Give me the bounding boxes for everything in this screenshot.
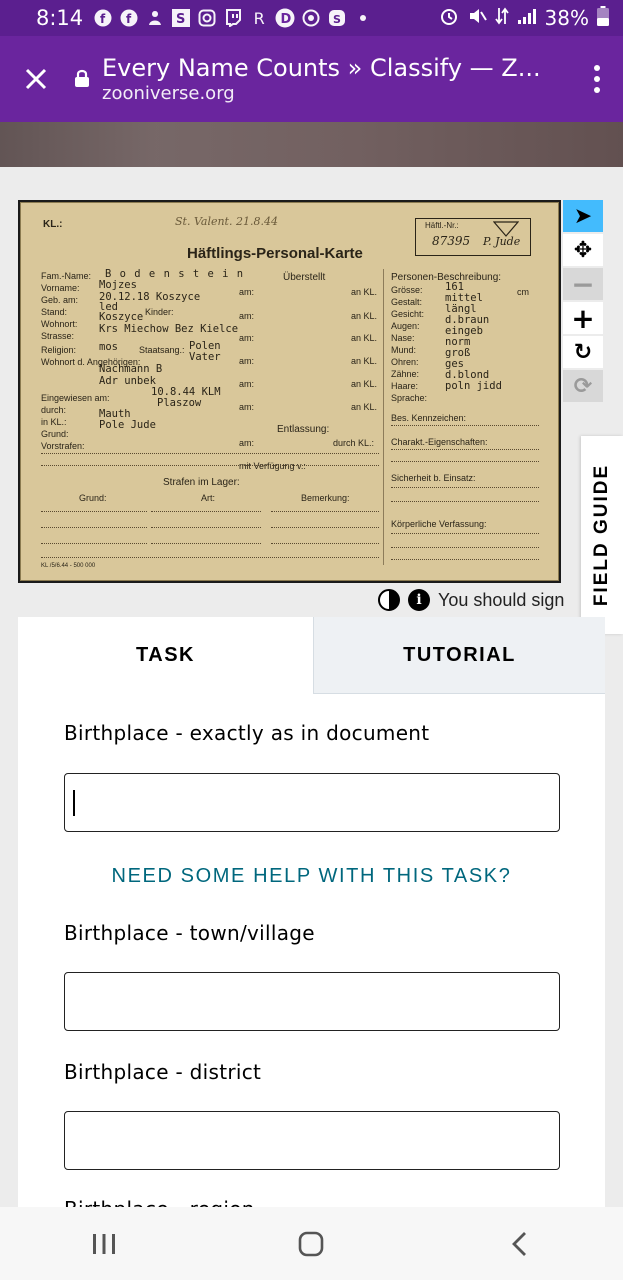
card-field-label: Wohnort d. Angehörigen:: [41, 357, 141, 367]
dot-icon: [353, 8, 373, 28]
status-time: 8:14: [36, 6, 84, 30]
card-entlassung: Entlassung:: [277, 424, 330, 435]
task-panel: [18, 617, 605, 1217]
card-strafen-col: Art:: [201, 493, 216, 503]
close-icon: [24, 67, 48, 91]
tab-tutorial[interactable]: TUTORIAL: [313, 617, 605, 694]
card-desc-value: mittel: [445, 292, 483, 304]
tab-task[interactable]: TASK: [18, 617, 313, 694]
text-caret: [73, 790, 75, 816]
card-field-value: Vater: [189, 351, 221, 363]
card-ankl-label: an KL.: [351, 379, 378, 389]
card-field-label: Grund:: [41, 429, 69, 439]
pointer-icon: ➤: [573, 203, 593, 229]
card-field-value: led: [99, 301, 118, 313]
card-field-label: Vorstrafen:: [41, 441, 85, 451]
card-kl-label: KL.:: [43, 219, 63, 230]
card-rule: [41, 465, 379, 466]
card-desc-label: Ohren:: [391, 357, 419, 367]
card-am-label: am:: [239, 356, 255, 366]
card-field-value: Plaszow: [157, 397, 202, 409]
reset-button[interactable]: [563, 370, 603, 404]
status-bar: [0, 0, 623, 36]
card-am-label: am:: [239, 402, 255, 412]
card-rule: [41, 543, 147, 544]
birthplace-town-input[interactable]: [64, 972, 560, 1031]
card-field-value: mos: [99, 341, 118, 353]
move-icon: ✥: [573, 237, 593, 263]
card-desc-value: d.braun: [445, 314, 490, 326]
card-rule: [391, 425, 539, 426]
battery-icon: [597, 6, 609, 31]
card-koerperliche: Körperliche Verfassung:: [391, 519, 487, 529]
card-ueberstellt: Überstellt: [283, 272, 326, 283]
card-am-label: am:: [239, 311, 255, 321]
svg-text:S: S: [176, 12, 186, 27]
svg-text:D: D: [280, 12, 292, 27]
home-icon: [297, 1230, 325, 1258]
card-rule: [271, 543, 379, 544]
mute-icon: [467, 6, 487, 31]
card-field-label: Staatsang.:: [139, 345, 185, 355]
card-rule: [391, 559, 539, 560]
recent-apps-icon: [91, 1232, 117, 1256]
signal-icon: [517, 7, 537, 30]
card-rule: [391, 533, 539, 534]
card-rule: [41, 453, 379, 454]
notification-icons: [93, 8, 373, 28]
help-link[interactable]: NEED SOME HELP WITH THIS TASK?: [111, 865, 512, 887]
app-icon: [145, 8, 165, 28]
card-desc-label: Grösse:: [391, 285, 423, 295]
card-category: P. Jude: [483, 235, 521, 248]
card-rule: [391, 461, 539, 462]
image-toolbar: [563, 200, 603, 404]
card-desc-unit: cm: [517, 287, 529, 297]
card-ankl-label: an KL.: [351, 311, 378, 321]
home-button[interactable]: [281, 1214, 341, 1274]
browser-app-bar: [0, 36, 623, 122]
close-tab-button[interactable]: [0, 36, 72, 122]
plus-icon: +: [571, 301, 595, 335]
card-desc-value: d.blond: [445, 369, 490, 381]
page-url: zooniverse.org: [102, 83, 235, 104]
alarm-icon: [439, 6, 459, 31]
card-desc-label: Nase:: [391, 333, 415, 343]
birthplace-district-input[interactable]: [64, 1111, 560, 1170]
card-field-label: Vorname:: [41, 283, 80, 293]
card-handwritten-note: St. Valent. 21.8.44: [175, 215, 278, 228]
card-rule: [391, 501, 539, 502]
app-icon: [327, 8, 347, 28]
task-tabs: [18, 617, 605, 694]
card-rule: [391, 487, 539, 488]
card-field-value: Krs Miechow Bez Kielce: [99, 323, 239, 335]
system-icons: [439, 6, 609, 31]
card-ankl-label: an KL.: [351, 287, 378, 297]
r-icon: R: [253, 8, 265, 28]
card-am-label: am:: [239, 287, 255, 297]
project-header-banner: [0, 122, 623, 167]
twitch-icon: [223, 8, 243, 28]
card-field-value: Mauth: [99, 408, 131, 420]
card-desc-value: längl: [445, 303, 477, 315]
lock-icon: [72, 68, 92, 88]
minus-icon: −: [571, 267, 595, 301]
card-field-value: Mojzes: [99, 279, 137, 291]
svg-text:f: f: [126, 12, 132, 26]
card-strafen-col: Grund:: [79, 493, 107, 503]
card-desc-label: Sprache:: [391, 393, 428, 403]
card-rule: [271, 511, 379, 512]
card-am-label: am:: [239, 379, 255, 389]
card-footer: KL /5/6.44 - 500 000: [41, 563, 96, 569]
app-icon: [171, 8, 191, 28]
instagram-icon: [197, 8, 217, 28]
card-desc-value: groß: [445, 347, 471, 359]
question-birthplace-exact: Birthplace - exactly as in document: [64, 721, 430, 745]
card-desc-label: Zähne:: [391, 369, 420, 379]
card-desc-value: 161: [445, 281, 464, 293]
card-strafen: Strafen im Lager:: [163, 477, 240, 488]
sign-in-notice: You should sign: [438, 589, 565, 610]
card-field-label: Strasse:: [41, 331, 75, 341]
card-strafen-col: Bemerkung:: [301, 493, 350, 503]
zoom-out-button[interactable]: [563, 268, 603, 302]
card-desc-value: eingeb: [445, 325, 483, 337]
card-number: 87395: [432, 234, 471, 248]
data-icon: [495, 6, 509, 31]
card-desc-value: ges: [445, 358, 464, 370]
card-rule: [151, 527, 261, 528]
card-field-label: Wohnort:: [41, 319, 78, 329]
question-birthplace-town: Birthplace - town/village: [64, 921, 315, 945]
facebook-icon: [119, 8, 139, 28]
app-icon: [275, 8, 295, 28]
card-durchkl-label: durch KL.:: [333, 438, 375, 448]
rotate-icon: ↻: [573, 339, 593, 365]
card-am-label: am:: [239, 438, 255, 448]
card-charakt: Charakt.-Eigenschaften:: [391, 437, 488, 447]
card-field-value: Polen: [189, 340, 221, 352]
card-field-value: 10.8.44 KLM: [151, 386, 221, 398]
card-desc-value: norm: [445, 336, 471, 348]
card-mit-verfuegung: mit Verfügung v.:: [239, 461, 306, 471]
info-icon[interactable]: i: [408, 589, 430, 611]
reset-icon: ⟳: [573, 373, 593, 399]
card-ankl-label: an KL.: [351, 356, 378, 366]
card-field-value: Koszyce: [99, 311, 144, 323]
card-field-label: Geb. am:: [41, 295, 79, 305]
card-rule: [41, 527, 147, 528]
invert-contrast-icon[interactable]: [378, 589, 400, 611]
card-desc-label: Augen:: [391, 321, 420, 331]
page-title: Every Name Counts » Classify — Z...: [102, 54, 541, 82]
card-rule: [151, 511, 261, 512]
card-desc-label: Gestalt:: [391, 297, 423, 307]
more-vert-icon: [594, 65, 600, 71]
card-rule: [41, 511, 147, 512]
card-field-value: Adr unbek: [99, 375, 156, 387]
overflow-menu-button[interactable]: [571, 65, 623, 93]
app-icon: [301, 8, 321, 28]
card-field-label: Stand:: [41, 307, 68, 317]
card-field-label: Religion:: [41, 345, 77, 355]
system-navigation-bar: [0, 1207, 623, 1280]
card-field-value: Nachmann B: [99, 363, 163, 375]
field-guide-label: FIELD GUIDE: [591, 463, 612, 607]
rotate-button[interactable]: [563, 336, 603, 370]
card-haeftl-label: Häftl.-Nr.:: [425, 221, 459, 230]
battery-level: 38%: [544, 6, 589, 30]
card-rule: [41, 557, 379, 558]
triangle-badge-icon: [493, 221, 519, 237]
card-desc-label: Gesicht:: [391, 309, 425, 319]
card-desc-value: poln jidd: [445, 380, 502, 392]
svg-text:f: f: [100, 12, 106, 26]
page-info[interactable]: [102, 53, 571, 105]
card-field-value: B o d e n s t e i n: [105, 268, 245, 280]
zoom-in-button[interactable]: [563, 302, 603, 336]
back-icon: [509, 1230, 529, 1258]
card-personen-beschreibung: Personen-Beschreibung:: [391, 272, 502, 283]
facebook-icon: [93, 8, 113, 28]
card-field-label: Eingewiesen am:: [41, 393, 110, 403]
card-desc-label: Mund:: [391, 345, 417, 355]
card-ankl-label: an KL.: [351, 402, 378, 412]
card-divider: [383, 269, 384, 565]
field-guide-button[interactable]: [581, 436, 623, 634]
card-field-label: Kinder:: [145, 307, 174, 317]
card-field-value: 20.12.18 Koszyce: [99, 291, 201, 303]
recent-apps-button[interactable]: [74, 1214, 134, 1274]
card-desc-label: Haare:: [391, 381, 419, 391]
card-field-label: durch:: [41, 405, 67, 415]
card-bes-kennzeichen: Bes. Kennzeichen:: [391, 413, 467, 423]
question-birthplace-district: Birthplace - district: [64, 1060, 262, 1084]
birthplace-exact-input[interactable]: [64, 773, 560, 832]
card-rule: [391, 547, 539, 548]
svg-text:S: S: [333, 13, 342, 26]
back-button[interactable]: [489, 1214, 549, 1274]
subject-viewer[interactable]: [18, 200, 561, 583]
card-title: Häftlings-Personal-Karte: [187, 245, 363, 262]
card-field-label: in KL.:: [41, 417, 67, 427]
pointer-tool-button[interactable]: [563, 200, 603, 234]
card-rule: [271, 527, 379, 528]
prisoner-card-image[interactable]: [20, 202, 559, 581]
card-ankl-label: an KL.: [351, 333, 378, 343]
subject-metadata-bar: [378, 586, 578, 614]
card-sicherheit: Sicherheit b. Einsatz:: [391, 473, 476, 483]
card-field-label: Fam.-Name:: [41, 271, 92, 281]
card-field-value: Pole Jude: [99, 419, 156, 431]
move-tool-button[interactable]: [563, 234, 603, 268]
card-rule: [151, 543, 261, 544]
card-rule: [391, 449, 539, 450]
card-am-label: am:: [239, 333, 255, 343]
